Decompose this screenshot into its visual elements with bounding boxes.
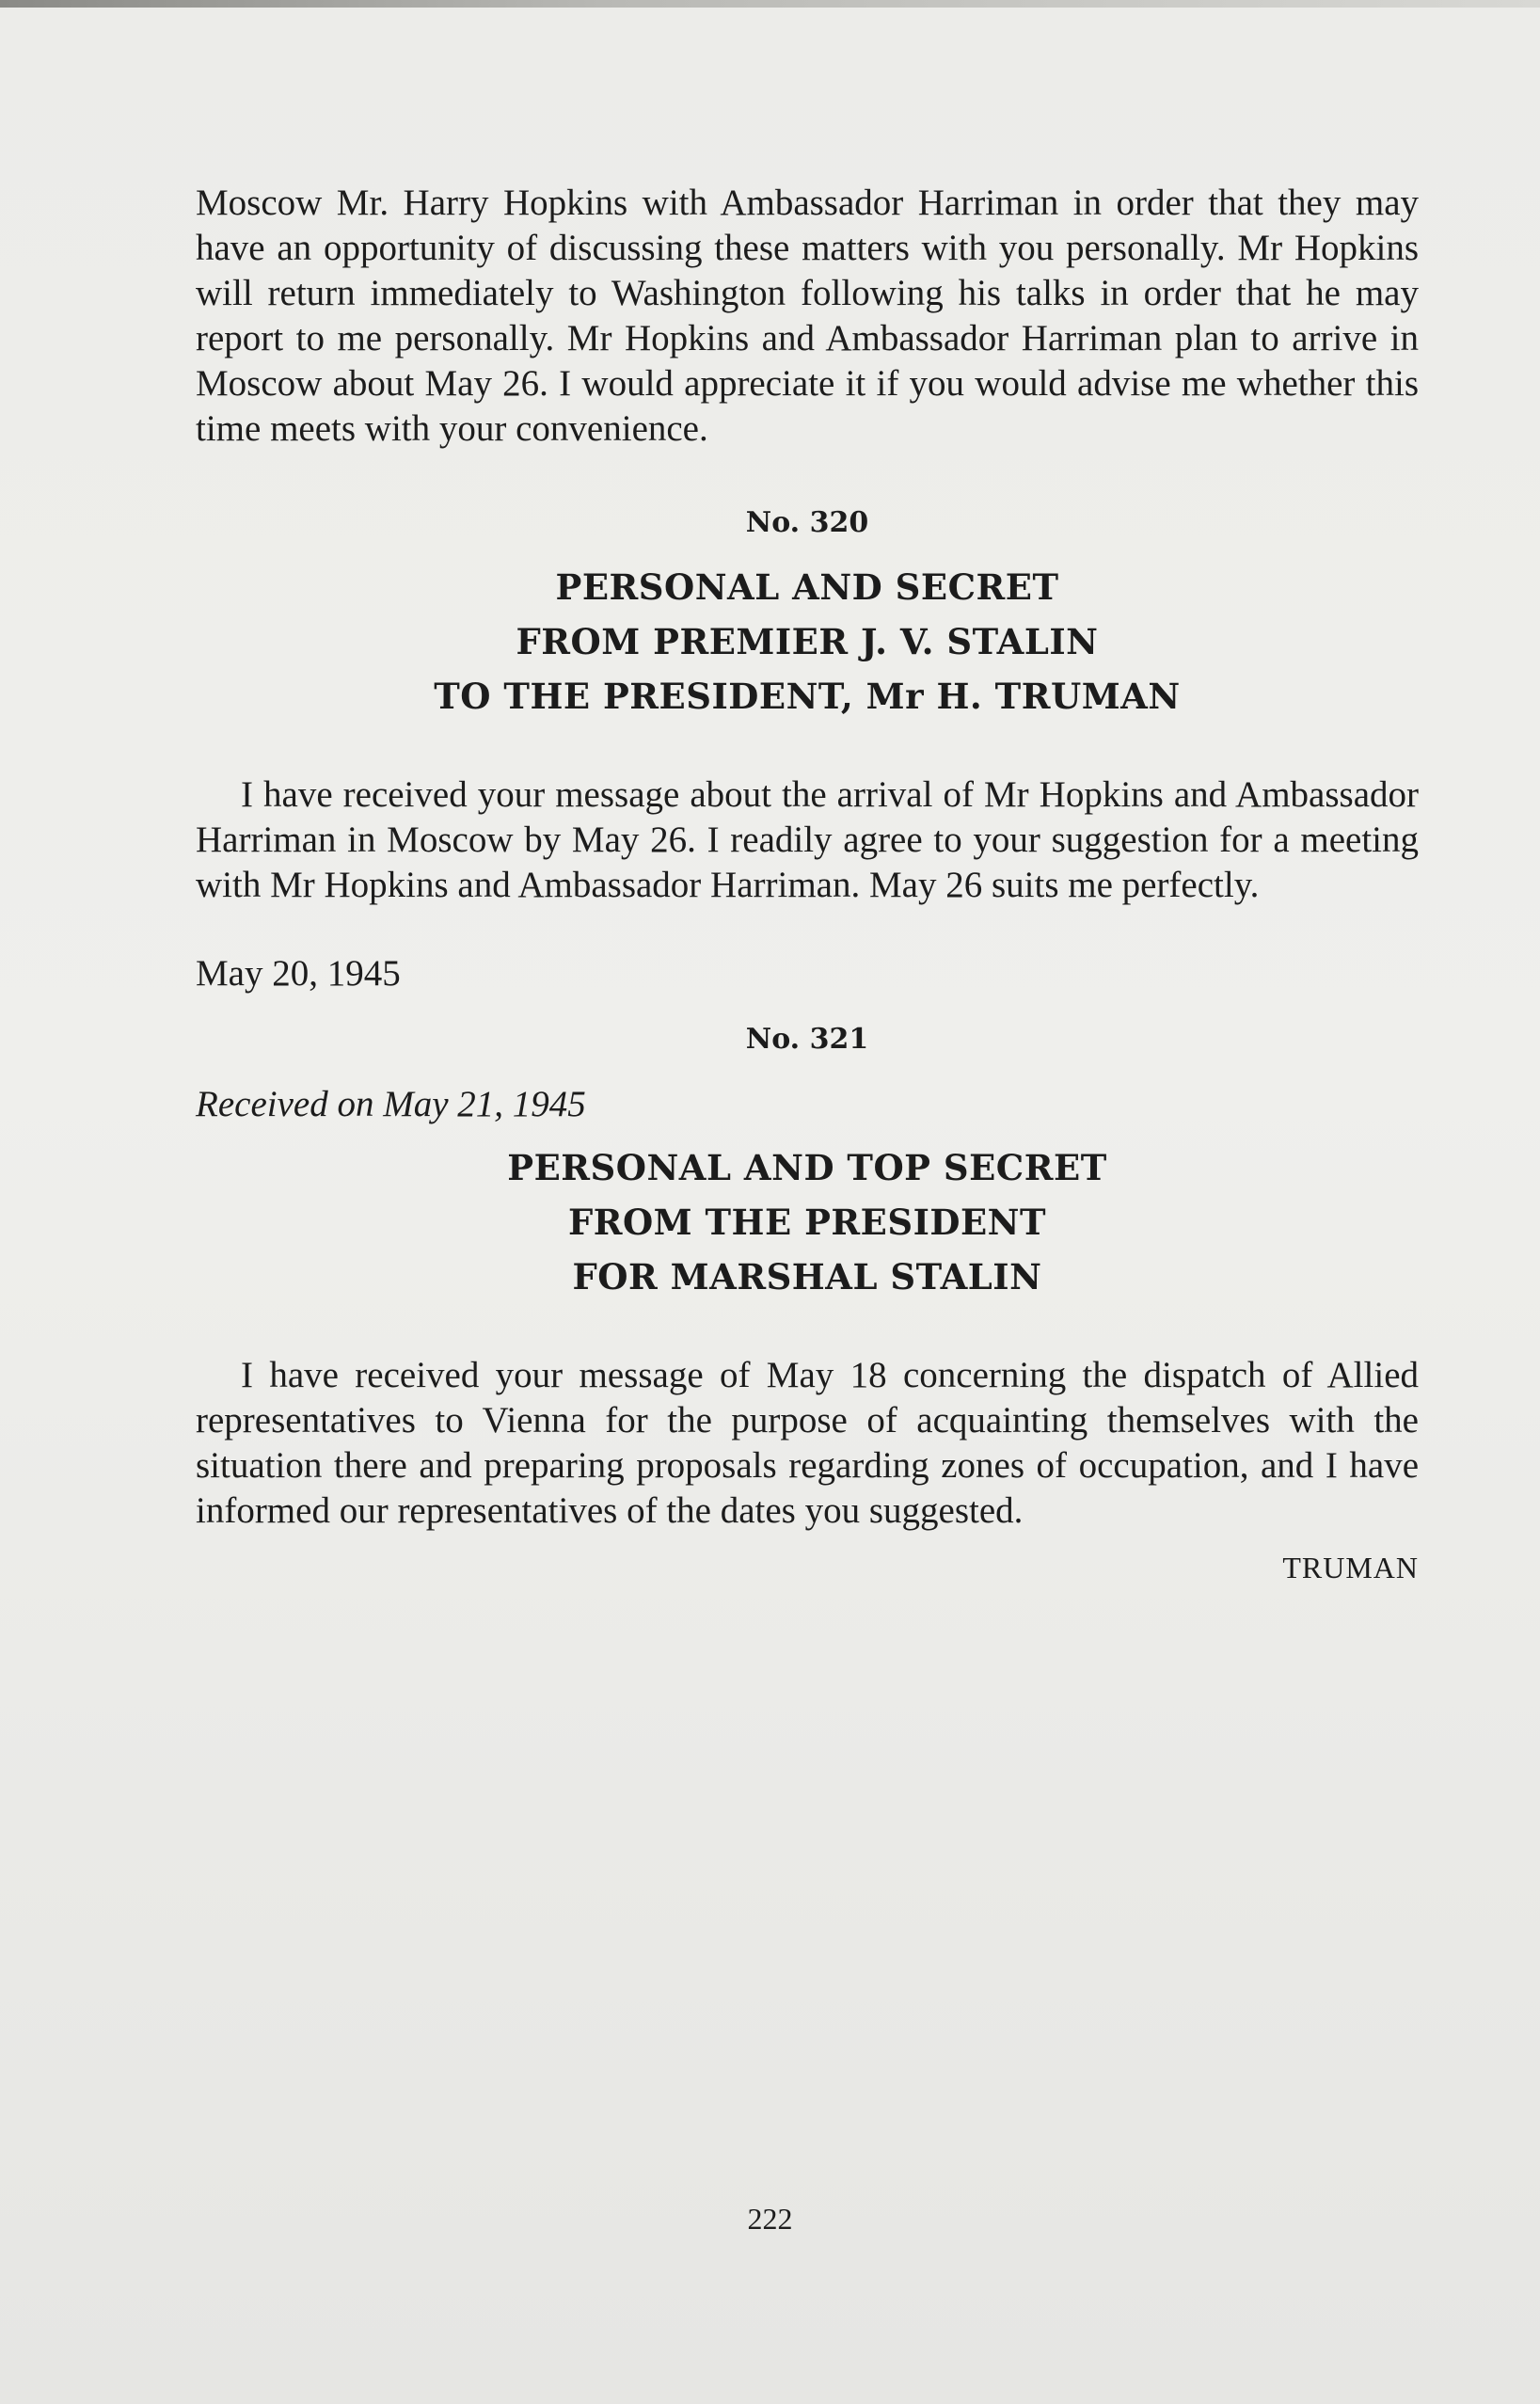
page-content	[196, 181, 1419, 1585]
heading-line: PERSONAL AND SECRET	[555, 566, 1059, 608]
heading-line: FROM THE PRESIDENT	[567, 1202, 1047, 1243]
document-320-date: May 20, 1945	[196, 953, 401, 994]
page-number: 222	[747, 2202, 793, 2236]
signature: TRUMAN	[1282, 1551, 1419, 1584]
document-320-body: I have received your message about the arrival of Mr Hopkins and Ambassador Harriman in Moscow by May 26. I readily agree to your suggestion for a meeting with Mr Hopkins and Ambassador Harriman. May 26 suits me perfectly.	[196, 774, 1419, 905]
document-321-body: I have received your message of May 18 concerning the dispatch of Allied representatives to Vienna for the purpose of acquainting themselves with the situation there and preparing proposals regarding zones of occupation, and I have informed our representatives of the dates you suggested.	[196, 1355, 1419, 1531]
document-321-heading	[196, 1140, 1419, 1304]
heading-line: FROM PREMIER J. V. STALIN	[516, 621, 1099, 662]
heading-line: TO THE PRESIDENT, Mr H. TRUMAN	[434, 676, 1181, 717]
intro-paragraph: Moscow Mr. Harry Hopkins with Ambassador Harriman in order that they may have an opportunity of discussing these matters with you personally. Mr Hopkins will return immediately to Washington following his talks in order that he may report to me personally. Mr Hopkins and Ambassador Harriman plan to arrive in Moscow about May 26. I would appreciate it if you would advise me whether this time meets with your convenience.	[196, 183, 1419, 449]
document-321-received: Received on May 21, 1945	[196, 1084, 586, 1124]
page-top-edge	[0, 0, 1540, 8]
document-number-320: No. 320	[745, 506, 869, 539]
heading-line: PERSONAL AND TOP SECRET	[507, 1147, 1107, 1188]
document-number-321: No. 321	[745, 1023, 869, 1056]
heading-line: FOR MARSHAL STALIN	[572, 1256, 1042, 1298]
document-320-heading	[196, 560, 1419, 724]
